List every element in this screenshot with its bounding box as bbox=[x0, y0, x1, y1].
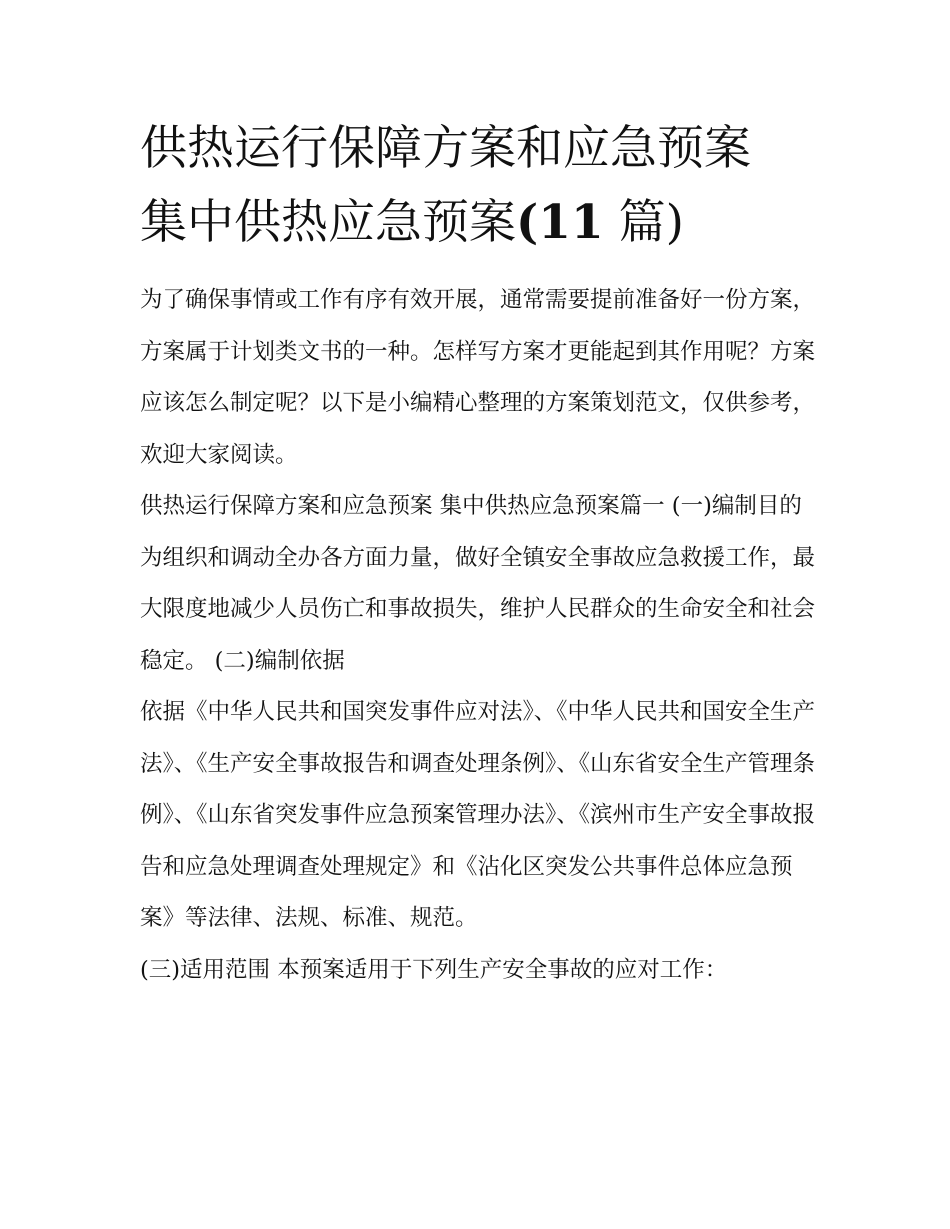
title-line-2-suffix: 篇) bbox=[603, 195, 684, 250]
basis-paragraph: 依据《中华人民共和国突发事件应对法》、《中华人民共和国安全生产法》、《生产安全事故报告和调查处理条例》、《山东省安全生产管理条例》、《山东省突发事件应急预案管理办法》、《滨州市生产安全事故报告和应急处理调查处理规定》和《沾化区突发公共事件总体应急预案》等法律、法规、标准、规范。 bbox=[140, 699, 816, 931]
section-heading-paragraph: 供热运行保障方案和应急预案 集中供热应急预案篇一 (一)编制目的 bbox=[140, 493, 802, 519]
title-line-2-prefix: 集中供热应急预案 bbox=[140, 195, 516, 250]
document-title bbox=[140, 112, 820, 260]
intro-paragraph: 为了确保事情或工作有序有效开展，通常需要提前准备好一份方案，方案属于计划类文书的一种。怎样写方案才更能起到其作用呢？方案应该怎么制定呢？以下是小编精心整理的方案策划范文，仅供参考，欢迎大家阅读。 bbox=[140, 287, 816, 468]
title-line-2-count: (11 bbox=[516, 195, 604, 250]
purpose-paragraph: 为组织和调动全办各方面力量，做好全镇安全事故应急救援工作，最大限度地减少人员伤亡和事故损失，维护人民群众的生命安全和社会稳定。 (二)编制依据 bbox=[140, 544, 816, 674]
title-line-1: 供热运行保障方案和应急预案 bbox=[140, 121, 751, 176]
scope-paragraph: (三)适用范围 本预案适用于下列生产安全事故的应对工作： bbox=[140, 956, 728, 983]
document-body bbox=[140, 275, 816, 996]
